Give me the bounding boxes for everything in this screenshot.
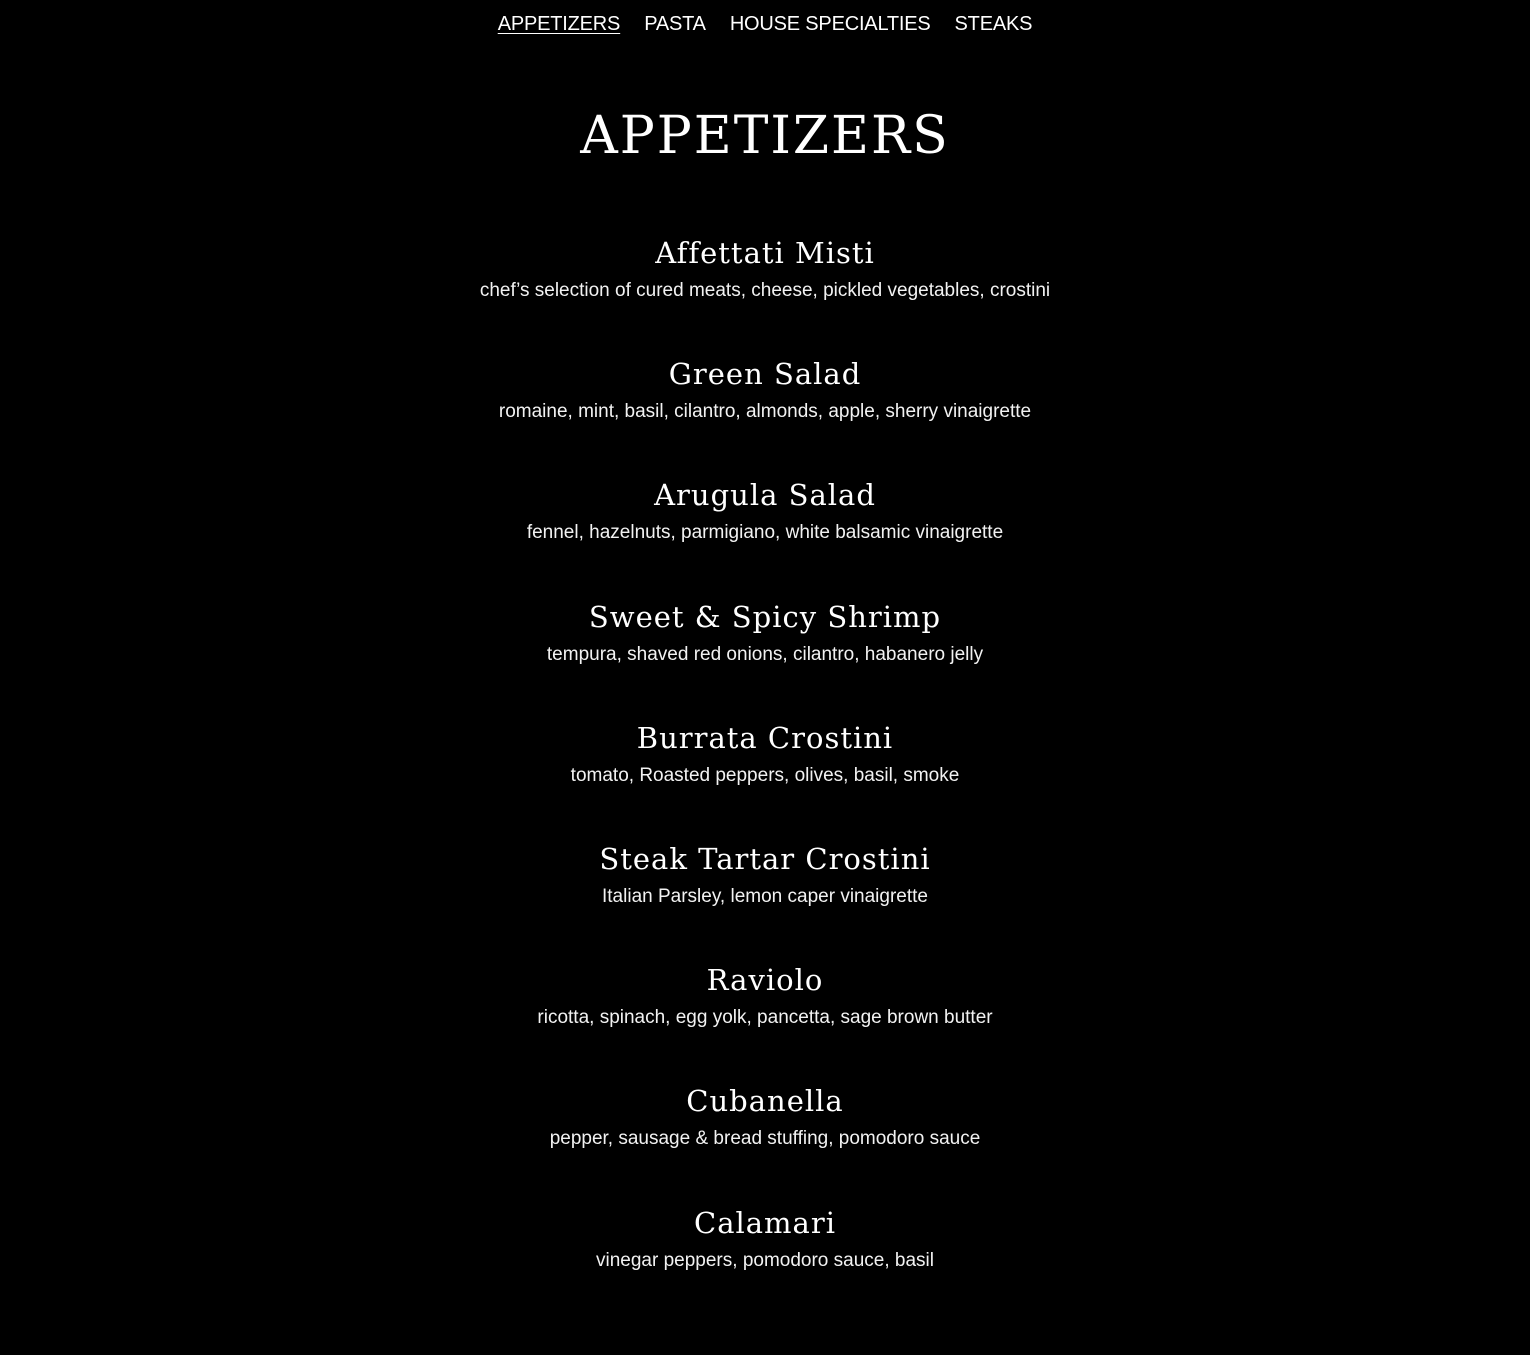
menu-item-description: chef’s selection of cured meats, cheese, pickled vegetables, crostini [479, 280, 1051, 301]
category-nav [0, 10, 1530, 38]
menu-item-description: pepper, sausage & bread stuffing, pomodoro sauce [549, 1128, 981, 1150]
menu-item-name: Calamari [694, 1205, 836, 1240]
menu-item-description: Italian Parsley, lemon caper vinaigrette [602, 885, 928, 907]
menu-item [0, 838, 1530, 959]
menu-item [0, 1080, 1530, 1201]
menu-item [0, 959, 1530, 1080]
nav-item-house-specialties[interactable]: HOUSE SPECIALTIES [729, 13, 931, 35]
menu-item [0, 232, 1530, 353]
menu-item [0, 474, 1530, 595]
menu-item-name: Cubanella [686, 1084, 844, 1119]
menu-item-description: vinegar peppers, pomodoro sauce, basil [596, 1249, 934, 1271]
menu-item-name: Burrata Crostini [636, 720, 894, 755]
menu-item-description: tempura, shaved red onions, cilantro, habanero jelly [546, 643, 984, 665]
menu-item-description: tomato, Roasted peppers, olives, basil, smoke [570, 764, 960, 786]
menu-item [0, 353, 1530, 474]
menu-item [0, 596, 1530, 717]
menu-list [0, 232, 1530, 1323]
menu-item-name: Raviolo [706, 963, 824, 998]
nav-item-appetizers[interactable]: APPETIZERS [497, 13, 621, 35]
menu-item-name: Steak Tartar Crostini [599, 841, 931, 876]
menu-item-name: Sweet & Spicy Shrimp [588, 599, 942, 634]
section-title: APPETIZERS [580, 106, 950, 166]
nav-item-pasta[interactable]: PASTA [644, 13, 706, 35]
menu-item-name: Affettati Misti [655, 236, 875, 270]
nav-item-steaks[interactable]: STEAKS [954, 13, 1033, 35]
menu-item-name: Green Salad [668, 357, 862, 392]
menu-item-name: Arugula Salad [654, 478, 876, 513]
menu-item [0, 1202, 1530, 1323]
menu-item-description: fennel, hazelnuts, parmigiano, white balsamic vinaigrette [526, 522, 1004, 544]
menu-item [0, 717, 1530, 838]
menu-item-description: romaine, mint, basil, cilantro, almonds, apple, sherry vinaigrette [498, 401, 1032, 423]
menu-item-description: ricotta, spinach, egg yolk, pancetta, sage brown butter [537, 1007, 993, 1029]
